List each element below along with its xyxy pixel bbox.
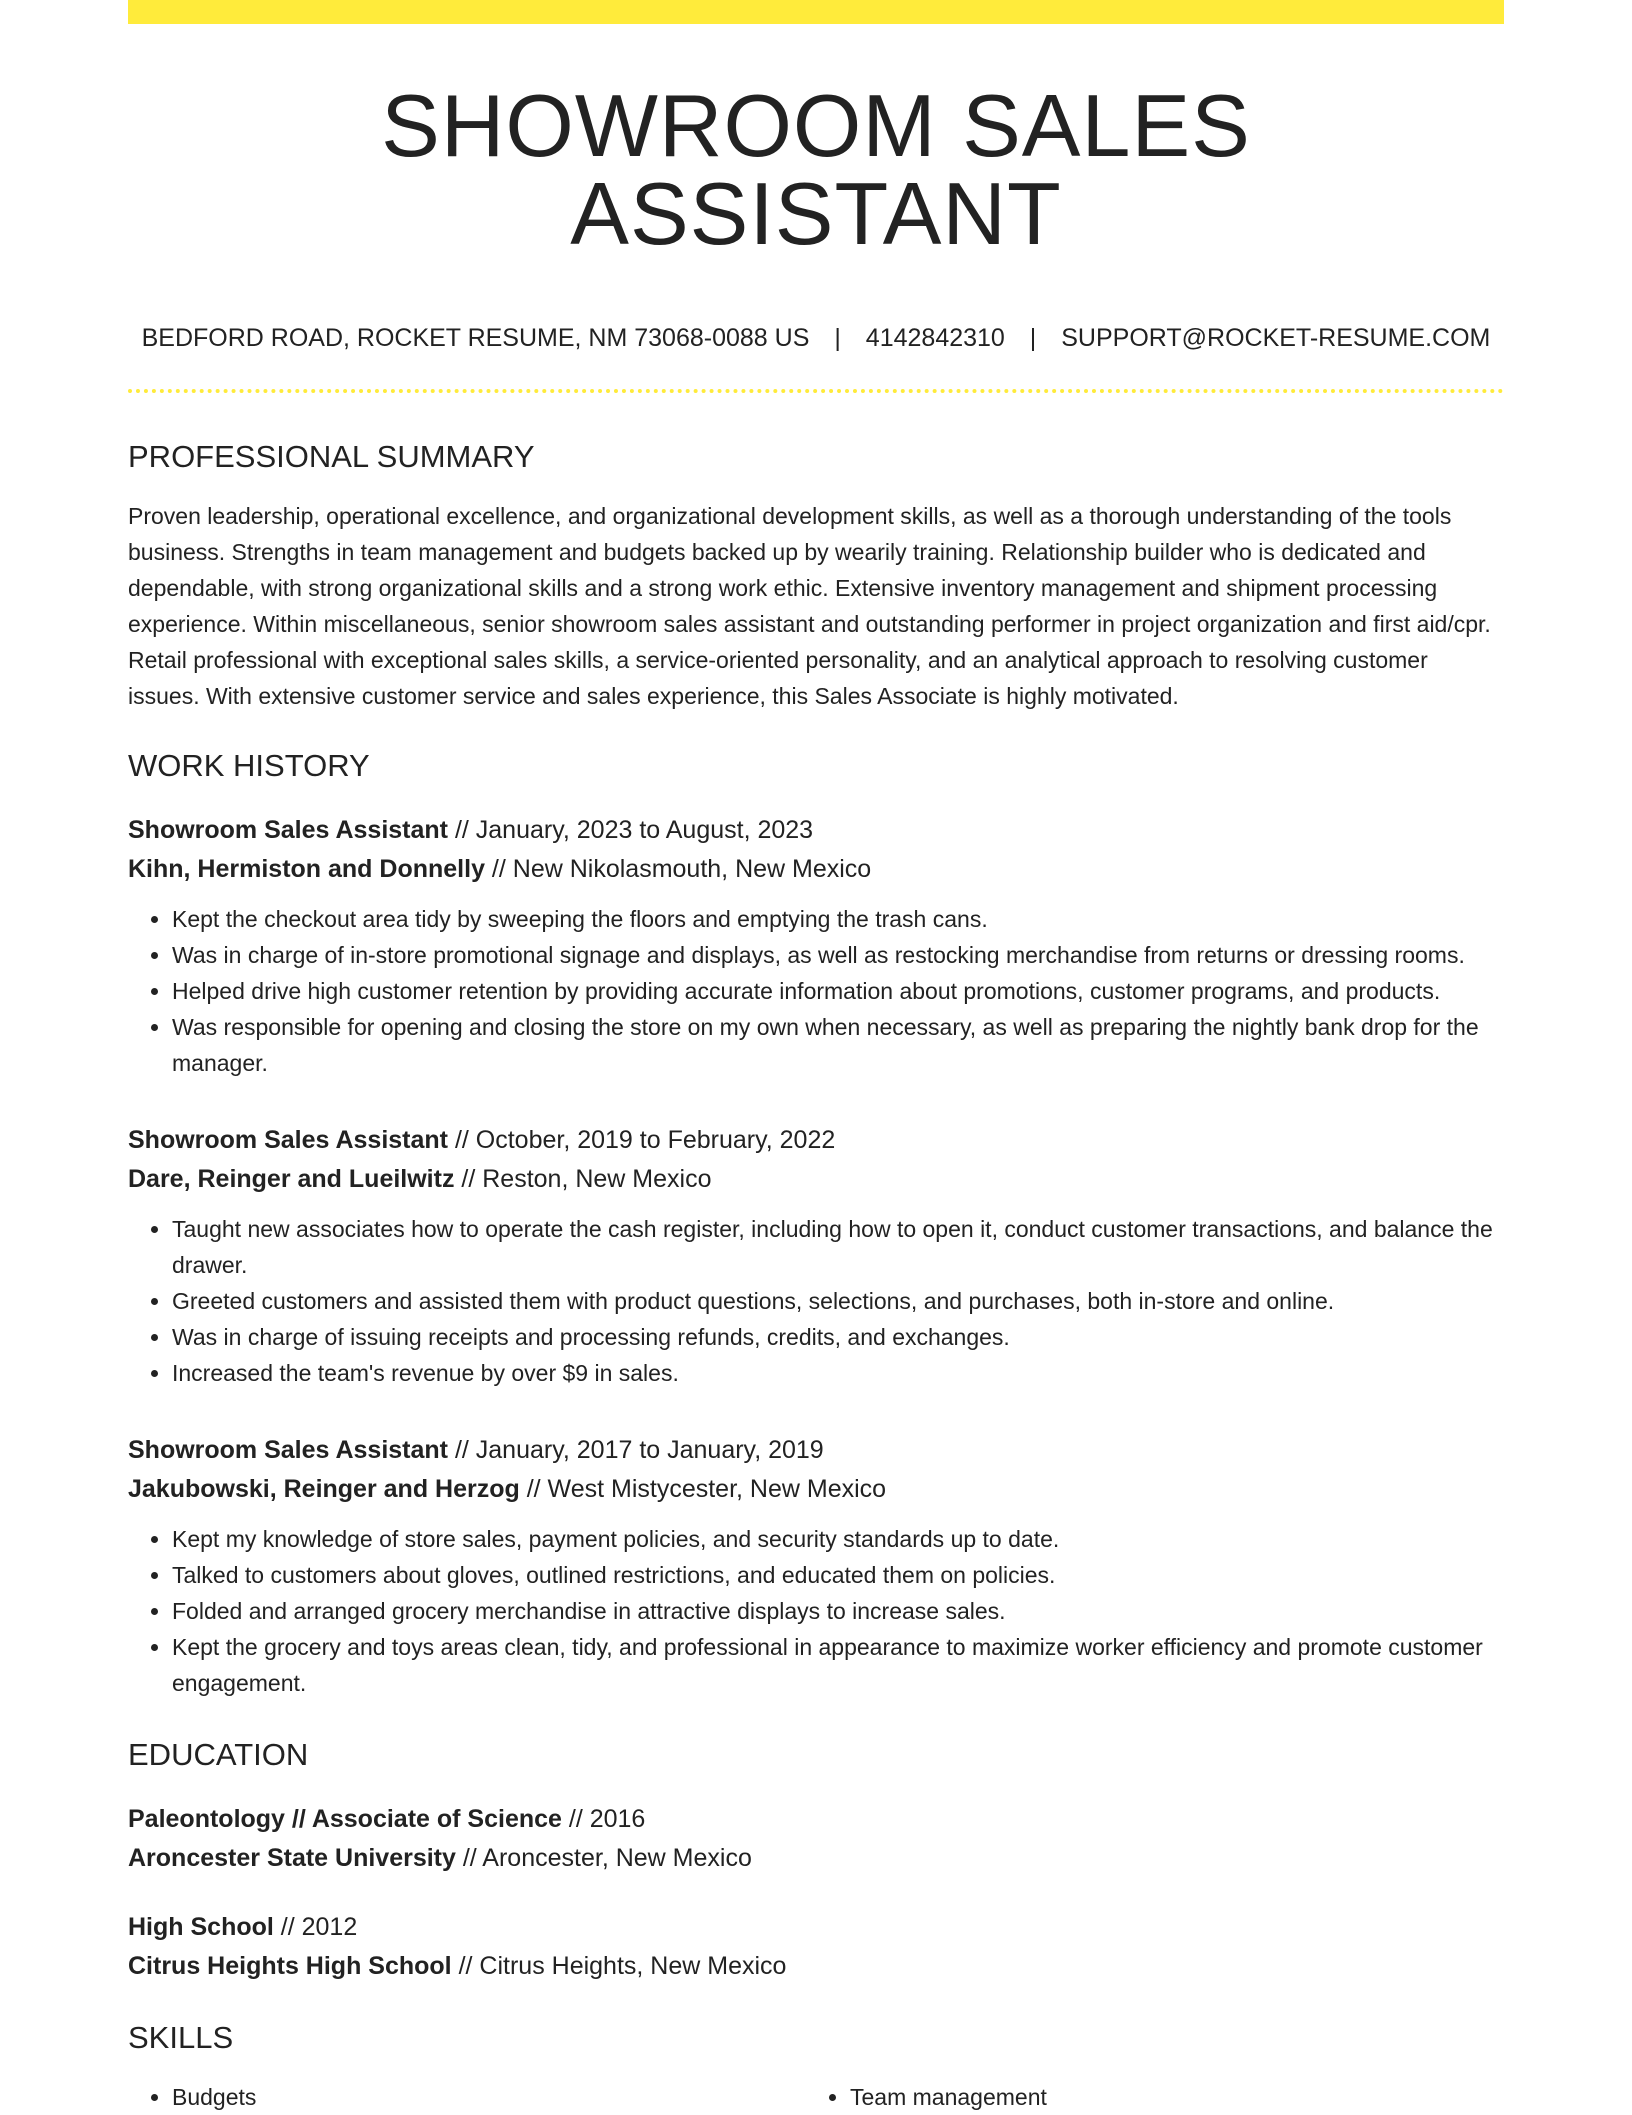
job-bullet: • Was in charge of in-store promotional signage and displays, as well as restocking merchandise from returns or dressing rooms. xyxy=(172,937,1504,973)
job-dates: // October, 2019 to February, 2022 xyxy=(448,1126,836,1154)
job-location: // Reston, New Mexico xyxy=(454,1165,712,1193)
job-entry xyxy=(128,811,1504,1081)
job-company-line xyxy=(128,1160,1504,1199)
contact-phone: 4142842310 xyxy=(865,324,1005,352)
job-bullet: • Was responsible for opening and closing the store on my own when necessary, as well as preparing the nightly bank drop for the manager. xyxy=(172,1009,1504,1081)
contact-address: BEDFORD ROAD, ROCKET RESUME, NM 73068-0088 US xyxy=(141,324,810,352)
contact-separator: | xyxy=(1029,324,1037,352)
job-title-line xyxy=(128,811,1504,850)
job-title-line xyxy=(128,1431,1504,1470)
work-history-heading: WORK HISTORY xyxy=(128,748,370,783)
job-role: Showroom Sales Assistant xyxy=(128,1126,448,1154)
education-year: // 2012 xyxy=(273,1913,358,1941)
job-company-line xyxy=(128,1470,1504,1509)
education-degree-line xyxy=(128,1800,1504,1839)
job-bullet: • Was in charge of issuing receipts and processing refunds, credits, and exchanges. xyxy=(172,1319,1504,1355)
job-entry xyxy=(128,1121,1504,1391)
education-school-line xyxy=(128,1839,1504,1878)
job-bullet: • Folded and arranged grocery merchandise in attractive displays to increase sales. xyxy=(172,1593,1504,1629)
job-title-line xyxy=(128,1121,1504,1160)
job-company: Kihn, Hermiston and Donnelly xyxy=(128,855,485,883)
skills-left-column xyxy=(128,2079,806,2115)
job-bullet: • Talked to customers about gloves, outlined restrictions, and educated them on policies. xyxy=(172,1557,1504,1593)
resume-page xyxy=(128,0,1504,2115)
education-year: // 2016 xyxy=(561,1805,646,1833)
contact-separator: | xyxy=(834,324,841,352)
job-bullet: • Taught new associates how to operate the cash register, including how to open it, conduct customer transactions, and balance the drawer. xyxy=(172,1211,1504,1283)
job-bullet: • Kept my knowledge of store sales, payment policies, and security standards up to date. xyxy=(172,1521,1504,1557)
job-entry xyxy=(128,1431,1504,1701)
education-entry xyxy=(128,1908,1504,1986)
job-dates: // January, 2017 to January, 2019 xyxy=(448,1436,824,1464)
job-bullets xyxy=(128,1521,1504,1701)
job-bullets xyxy=(128,901,1504,1081)
candidate-name: SHOWROOM SALES ASSISTANT xyxy=(381,76,1251,263)
education-degree-line xyxy=(128,1908,1504,1947)
education-entry xyxy=(128,1800,1504,1878)
dotted-divider xyxy=(128,389,1504,393)
job-role: Showroom Sales Assistant xyxy=(128,1436,448,1464)
contact-line xyxy=(128,326,1504,351)
summary-heading: PROFESSIONAL SUMMARY xyxy=(128,439,535,474)
job-role: Showroom Sales Assistant xyxy=(128,816,448,844)
summary-text: Proven leadership, operational excellence, and organizational development skills, as well as a thorough understanding of the tools business. Strengths in team management and budgets backed up by wearily training. Relationship builder who is dedicated and dependable, with strong organizational skills and a strong work ethic. Extensive inventory management and shipment processing experience. Within miscellaneous, senior showroom sales assistant and outstanding performer in project organization and first aid/cpr. Retail professional with exceptional sales skills, a service-oriented personality, and an analytical approach to resolving customer issues. With extensive customer service and sales experience, this Sales Associate is highly motivated. xyxy=(128,503,1491,709)
skills-grid xyxy=(128,2079,1504,2115)
job-bullet: • Helped drive high customer retention by providing accurate information about promotions, customer programs, and products. xyxy=(172,973,1504,1009)
skills-right-column xyxy=(806,2079,1484,2115)
job-company: Dare, Reinger and Lueilwitz xyxy=(128,1165,455,1193)
job-location: // New Nikolasmouth, New Mexico xyxy=(484,855,872,883)
job-location: // West Mistycester, New Mexico xyxy=(519,1475,887,1503)
education-school: Aroncester State University xyxy=(128,1844,456,1872)
education-heading: EDUCATION xyxy=(128,1737,309,1772)
education-school: Citrus Heights High School xyxy=(128,1952,452,1980)
contact-email: SUPPORT@ROCKET-RESUME.COM xyxy=(1061,324,1491,352)
education-school-line xyxy=(128,1947,1504,1986)
job-dates: // January, 2023 to August, 2023 xyxy=(448,816,814,844)
job-bullets xyxy=(128,1211,1504,1391)
accent-top-bar xyxy=(128,0,1504,24)
education-degree: Paleontology // Associate of Science xyxy=(128,1805,562,1833)
education-location: // Citrus Heights, New Mexico xyxy=(451,1952,787,1980)
job-company-line xyxy=(128,850,1504,889)
job-company: Jakubowski, Reinger and Herzog xyxy=(128,1475,520,1503)
skill-item: • Budgets xyxy=(172,2079,806,2115)
job-bullet: • Kept the checkout area tidy by sweeping the floors and emptying the trash cans. xyxy=(172,901,1504,937)
job-bullet: • Kept the grocery and toys areas clean, tidy, and professional in appearance to maximize worker efficiency and promote customer engagement. xyxy=(172,1629,1504,1701)
job-bullet: • Increased the team's revenue by over $9 in sales. xyxy=(172,1355,1504,1391)
job-bullet: • Greeted customers and assisted them with product questions, selections, and purchases, both in-store and online. xyxy=(172,1283,1504,1319)
education-degree: High School xyxy=(128,1913,274,1941)
education-location: // Aroncester, New Mexico xyxy=(455,1844,752,1872)
skill-item: • Team management xyxy=(850,2079,1484,2115)
skills-heading: SKILLS xyxy=(128,2020,234,2055)
